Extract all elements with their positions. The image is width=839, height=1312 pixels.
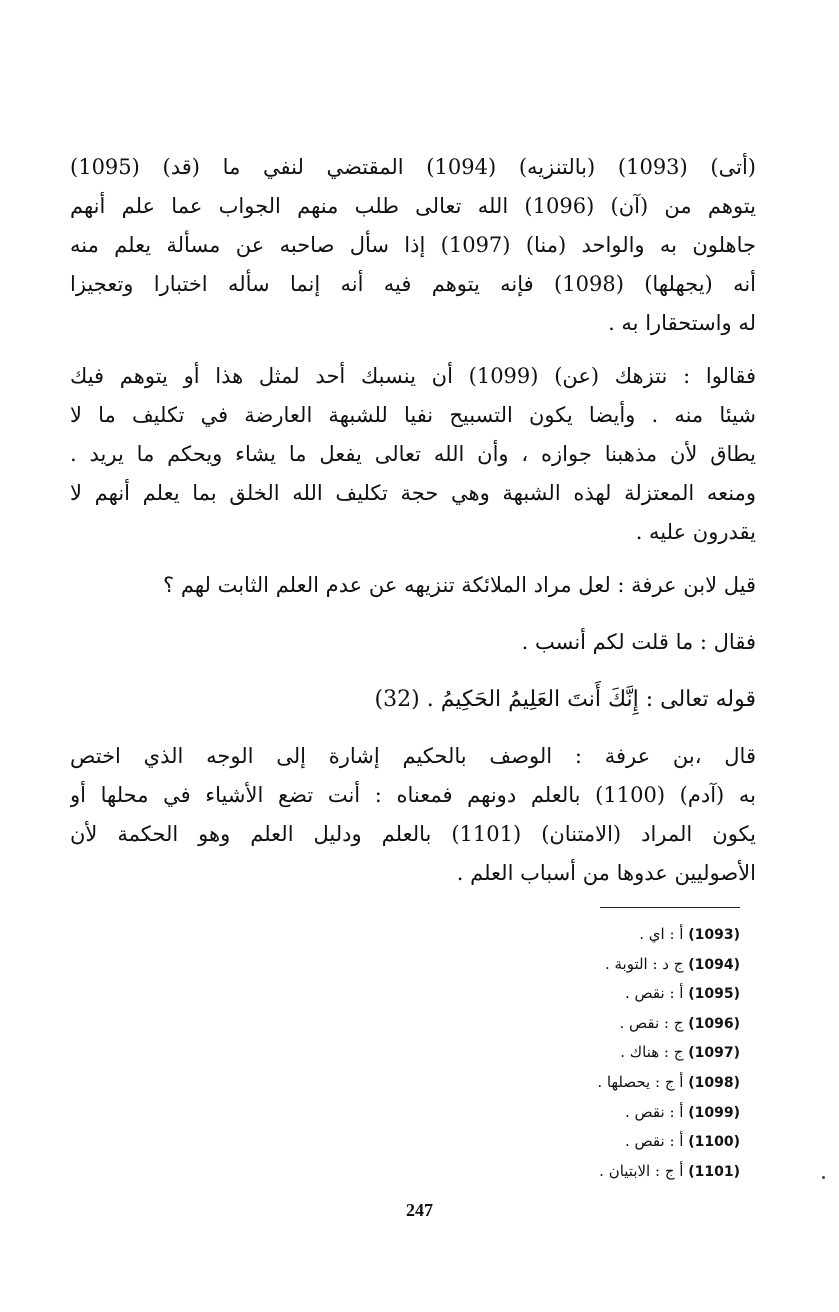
footnote-text: ج : هناك .	[620, 1043, 684, 1062]
verse-line: قوله تعالى : إِنَّكَ أَنتَ العَلِيمُ الحَكِيمُ . (32)	[374, 687, 756, 712]
footnote-number: (1098)	[688, 1074, 740, 1091]
footnote-number: (1095)	[688, 986, 740, 1003]
footnote	[430, 1009, 740, 1039]
text-line: به (آدم) (1100) بالعلم دونهم فمعناه : أنت تضع الأشياء في محلها أو	[70, 783, 756, 807]
footnote-number: (1100)	[688, 1134, 740, 1151]
text-line: يتوهم من (آن) (1096) الله تعالى طلب منهم الجواب عما علم أنهم	[70, 194, 756, 218]
footnote	[430, 1038, 740, 1068]
footnote-text: أ ج : يحصلها .	[597, 1072, 684, 1091]
text-line: أنه (يجهلها) (1098) فإنه يتوهم فيه أنه إنما سأله اختبارا وتعجيزا	[70, 272, 756, 296]
text-line: ومنعه المعتزلة لهذه الشبهة وهي حجة تكليف الله الخلق بما يعلم أنهم لا	[70, 481, 756, 505]
footnote-number: (1096)	[688, 1015, 740, 1032]
footnote-text: أ : نقص .	[625, 984, 684, 1003]
footnote-text: أ : اي .	[639, 925, 684, 943]
page-number: 247	[406, 1200, 433, 1220]
footnote-text: أ : نقص .	[625, 1102, 684, 1121]
text-line: الأصوليين عدوها من أسباب العلم .	[456, 861, 756, 885]
footnote-number: (1101)	[688, 1163, 740, 1180]
footnote	[430, 1068, 740, 1098]
text-line: له واستحقارا به .	[608, 311, 756, 335]
footnote-text: أ : نقص .	[625, 1132, 684, 1151]
text-line: يقدرون عليه .	[635, 520, 756, 544]
footnote-number: (1099)	[688, 1104, 740, 1121]
text-line: جاهلون به والواحد (منا) (1097) إذا سأل صاحبه عن مسألة يعلم منه	[70, 233, 756, 257]
footnote-separator	[600, 907, 740, 908]
text-line: (أتى) (1093) (بالتنزيه) (1094) المقتضي لنفي ما (قد) (1095)	[70, 155, 756, 179]
text-line: يكون المراد (الامتنان) (1101) بالعلم ودليل العلم وهو الحكمة لأن	[70, 822, 756, 846]
footnote-number: (1093)	[688, 927, 740, 943]
footnotes	[430, 920, 740, 1186]
footnote-number: (1094)	[688, 956, 740, 973]
text-line: قال ،بن عرفة : الوصف بالحكيم إشارة إلى الوجه الذي اختص	[70, 744, 756, 768]
paragraph-2	[70, 357, 756, 552]
footnote	[430, 1127, 740, 1157]
footnote	[430, 979, 740, 1009]
answer-line: فقال : ما قلت لكم أنسب .	[521, 630, 756, 654]
paragraph-3	[70, 737, 756, 893]
footnote	[430, 950, 740, 980]
paragraph-1	[70, 148, 756, 343]
footnote	[430, 1098, 740, 1128]
main-text	[70, 148, 756, 907]
question-line: قيل لابن عرفة : لعل مراد الملائكة تنزيهه عن عدم العلم الثابت لهم ؟	[163, 573, 756, 597]
text-line: فقالوا : نتزهك (عن) (1099) أن ينسبك أحد لمثل هذا أو يتوهم فيك	[70, 364, 756, 388]
text-line: شيئا منه . وأيضا يكون التسبيح نفيا للشبهة العارضة في تكليف ما لا	[70, 403, 756, 427]
footnote-text: ج : نقص .	[619, 1013, 684, 1032]
scan-speck	[822, 1176, 825, 1179]
footnote	[430, 920, 740, 950]
footnote-text: أ ج : الابتيان .	[599, 1161, 684, 1180]
footnote-text: ج د : التوبة .	[604, 954, 684, 973]
footnote	[430, 1157, 740, 1187]
text-line: يطاق لأن مذهبنا جوازه ، وأن الله تعالى يفعل ما يشاء ويحكم ما يريد .	[70, 442, 756, 466]
footnote-number: (1097)	[688, 1045, 740, 1062]
